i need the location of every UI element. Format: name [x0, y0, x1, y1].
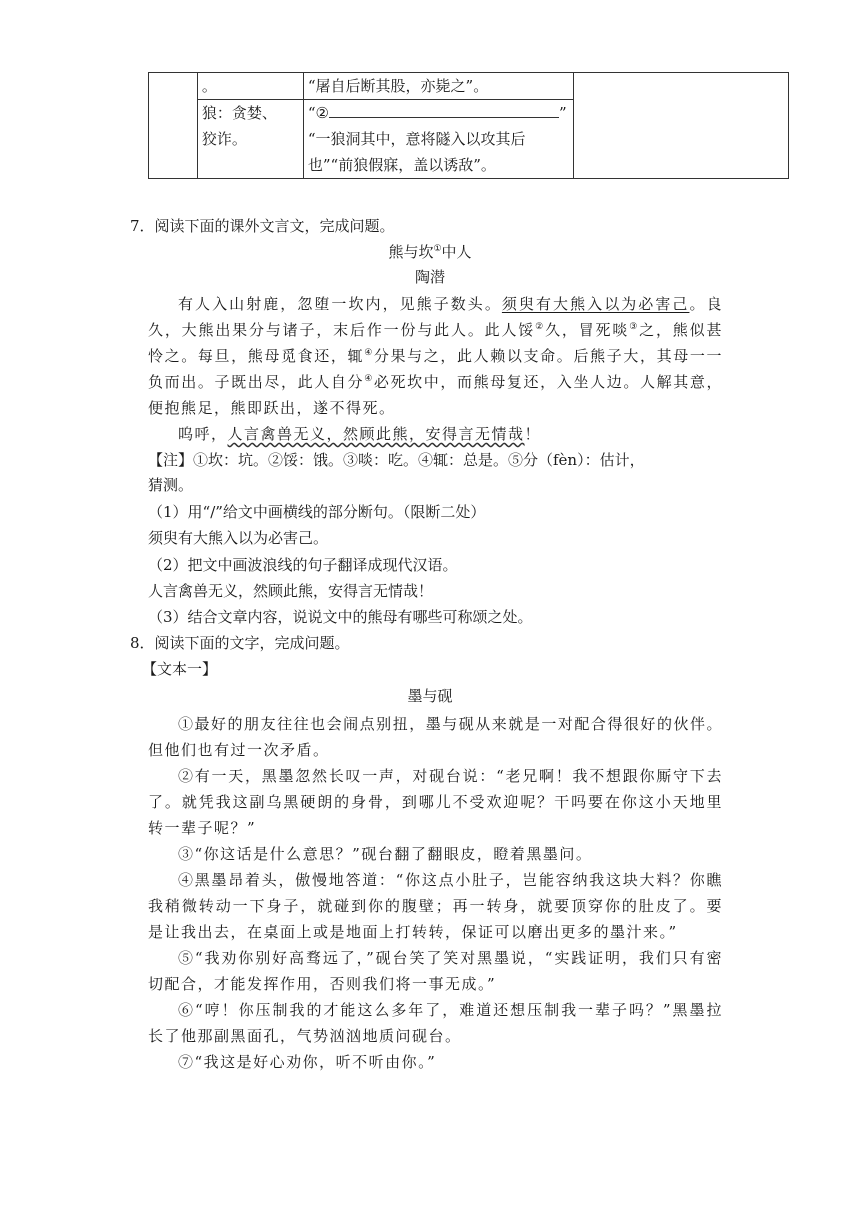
passage-title-2: 墨与砚 [407, 687, 453, 705]
passage-paragraph-1: 有人入山射鹿，忽堕一坎内，见熊子数头。须臾有大熊入以为必害己。良久，大熊出果分与诸子，末后作一份与此人。此人馁②久，冒死啖③之，熊似甚怜之。每旦，熊母觅食还，辄④分果与之，此人赖以支命。后熊子大，其母一一负而出。子既出尽，此人自分④必死坎中，而熊母复还，入坐人边。人解其意，便抱熊足，熊即跃出，遂不得死。 [148, 295, 723, 417]
table-cell: “② ” “一狼洞其中，意将隧入以攻其后 也”“前狼假寐，盖以诱敌”。 [303, 100, 573, 179]
text-label: 【文本一】 [142, 660, 218, 678]
table-cell: “屠自后断其股，亦毙之”。 [303, 73, 573, 100]
underlined-sentence: 须臾有大熊入以为必害己 [501, 295, 690, 313]
story-paragraph-5: ⑤“我劝你别好高骛远了，”砚台笑了笑对黑墨说，“实践证明，我们只有密切配合，才能发挥作用，否则我们将一事无成。” [148, 949, 723, 993]
passage-paragraph-2: 呜呼，人言禽兽无义，然顾此熊，安得言无情哉！ [178, 425, 542, 443]
sub-question-1: （1）用“/”给文中画横线的部分断句。（限断二处） [148, 503, 486, 521]
table-cell-empty [149, 73, 198, 179]
answer-blank-line[interactable]: “② ” [308, 100, 569, 126]
story-paragraph-6: ⑥“哼！你压制我的才能这么多年了，难道还想压制我一辈子吗？”黑墨拉长了他那副黑面孔，气势汹汹地质问砚台。 [148, 1001, 723, 1045]
blank-underline[interactable] [329, 101, 559, 118]
sub-question-2: （2）把文中画波浪线的句子翻译成现代汉语。 [148, 556, 458, 574]
table-row [149, 73, 789, 100]
annotation-note: 【注】①坎：坑。②馁：饿。③啖：吃。④辄：总是。⑤分（fèn）：估计， [148, 451, 645, 469]
sub-question-2-text: 人言禽兽无义，然顾此熊，安得言无情哉！ [148, 582, 434, 600]
wavy-underlined-sentence: 人言禽兽无义，然顾此熊，安得言无情哉 [227, 425, 525, 443]
table-cell: 。 [197, 73, 303, 100]
table-cell-empty [573, 73, 788, 179]
table-cell: 狼：贪婪、 狡诈。 [197, 100, 303, 179]
sub-question-3: （3）结合文章内容，说说文中的熊母有哪些可称颂之处。 [148, 608, 533, 626]
story-paragraph-3: ③“你这话是什么意思？”砚台翻了翻眼皮，瞪着黑墨问。 [178, 845, 593, 863]
annotation-note-cont: 猜测。 [148, 476, 194, 494]
story-paragraph-4: ④黑墨昂着头，傲慢地答道：“你这点小肚子，岂能容纳我这块大料？你瞧我稍微转动一下身子，就碰到你的腹壁；再一转身，就要顶穿你的肚皮了。要是让我出去，在桌面上或是地面上打转转，保证可以磨出更多的墨汁来。” [148, 871, 723, 941]
story-paragraph-7: ⑦“我这是好心劝你，听不听由你。” [178, 1053, 437, 1071]
question-7-stem: 7．阅读下面的课外文言文，完成问题。 [130, 217, 395, 235]
passage-author: 陶潜 [414, 268, 445, 286]
sub-question-1-text: 须臾有大熊入以为必害己。 [148, 529, 329, 547]
question-8-stem: 8．阅读下面的文字，完成问题。 [130, 634, 350, 652]
story-paragraph-1: ①最好的朋友往往也会闹点别扭，墨与砚从来就是一对配合得很好的伙伴。但他们也有过一次矛盾。 [148, 715, 723, 759]
passage-title: 熊与坎①中人 [388, 243, 472, 261]
analysis-table [148, 72, 789, 179]
story-paragraph-2: ②有一天，黑墨忽然长叹一声，对砚台说：“老兄啊！我不想跟你厮守下去了。就凭我这副乌黑硬朗的身骨，到哪儿不受欢迎呢？干吗要在你这小天地里转一辈子呢？” [148, 767, 723, 837]
